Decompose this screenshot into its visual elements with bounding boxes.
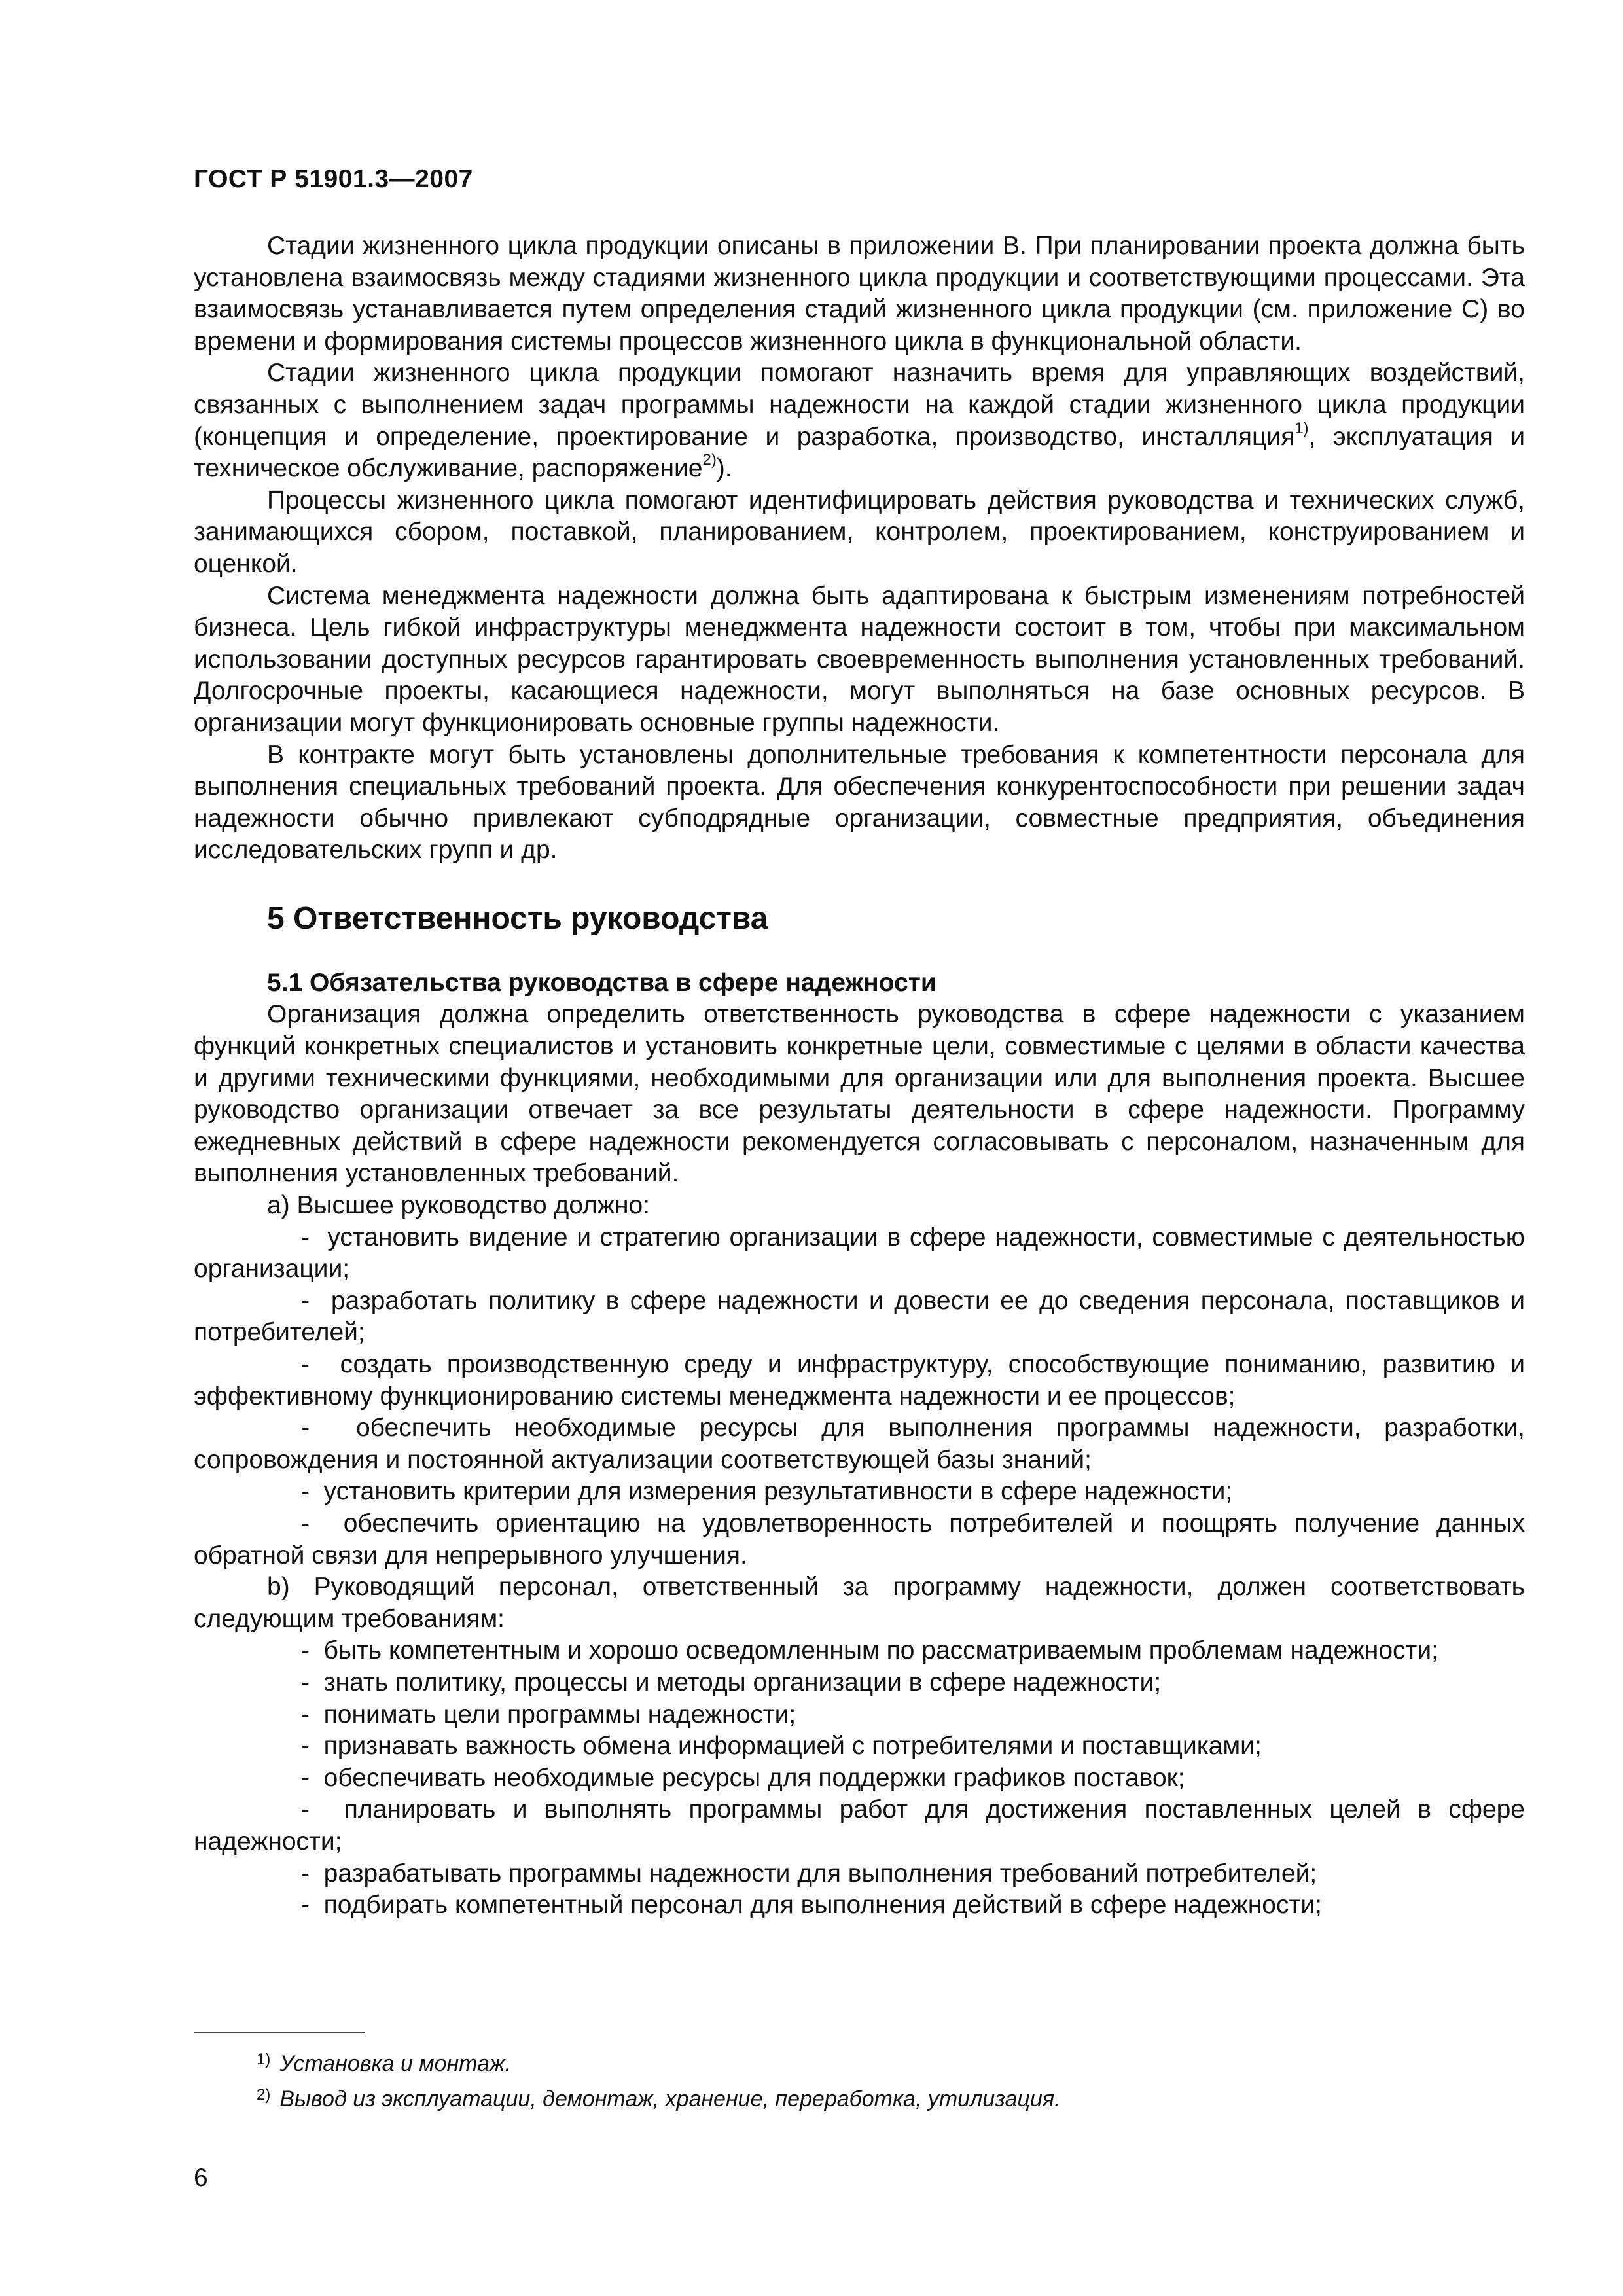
list-item: - быть компетентным и хорошо осведомленным по рассматриваемым проблемам надежности; xyxy=(194,1635,1525,1667)
footnote-2 xyxy=(257,2083,1500,2118)
footnote-mark-2: 2) xyxy=(257,2086,271,2104)
footnote-ref-1[interactable]: 1) xyxy=(1294,419,1309,437)
paragraph-5-1: Организация должна определить ответственность руководства в сфере надежности с указанием функций конкретных специалистов и установить конкретные цели, совместимые с целями в области качества и другими техническими функциями, необходимыми для организации или для выполнения проекта. Высшее руководство организации отвечает за все результаты деятельности в сфере надежности. Программу ежедневных действий в сфере надежности рекомендуется согласовывать с персоналом, назначенным для выполнения установленных требований. xyxy=(194,1000,1525,1188)
item-b-heading: b) Руководящий персонал, ответственный за программу надежности, должен соответствовать следующим требованиям: xyxy=(194,1573,1525,1633)
section-5-title: 5 Ответственность руководства xyxy=(267,901,768,936)
item-a-heading: а) Высшее руководство должно: xyxy=(267,1191,651,1220)
paragraph-stages-timing xyxy=(194,357,1525,484)
main-content xyxy=(194,230,1525,1922)
footnote-1 xyxy=(257,2047,1500,2083)
stages-text-2: , эксплуатация и техническое обслуживание, распоряжение xyxy=(194,422,1525,483)
footnote-divider xyxy=(194,2032,365,2033)
paragraph-lifecycle-processes: Процессы жизненного цикла помогают идентифицировать действия руководства и технических служб, занимающихся сбором, поставкой, планированием, контролем, проектированием, конструированием и оценкой. xyxy=(194,486,1525,578)
subsection-5-1-title: 5.1 Обязательства руководства в сфере надежности xyxy=(267,968,936,997)
list-item: - знать политику, процессы и методы организации в сфере надежности; xyxy=(194,1667,1525,1699)
footnotes xyxy=(257,2047,1500,2118)
list-item: - обеспечить ориентацию на удовлетворенность потребителей и поощрять получение данных обратной связи для непрерывного улучшения. xyxy=(194,1508,1525,1571)
list-item: - создать производственную среду и инфраструктуру, способствующие пониманию, развитию и эффективному функционированию системы менеджмента надежности и ее процессов; xyxy=(194,1349,1525,1412)
footnote-ref-2[interactable]: 2) xyxy=(702,451,717,469)
footnote-text-2: Вывод из эксплуатации, демонтаж, хранение, переработка, утилизация. xyxy=(279,2087,1061,2111)
stages-text-1: Стадии жизненного цикла продукции помогают назначить время для управляющих воздействий, связанных с выполнением задач программы надежности на каждой стадии жизненного цикла продукции (концепция и определение, проектирование и разработка, производство, инсталляция xyxy=(194,359,1525,451)
document-code-header: ГОСТ Р 51901.3—2007 xyxy=(194,165,473,193)
list-item: - подбирать компетентный персонал для выполнения действий в сфере надежности; xyxy=(194,1890,1525,1922)
paragraph-management-system: Система менеджмента надежности должна быть адаптирована к быстрым изменениям потребностей бизнеса. Цель гибкой инфраструктуры менеджмента надежности состоит в том, чтобы при максимальном использовании доступных ресурсов гарантировать своевременность выполнения установленных требований. Долгосрочные проекты, касающиеся надежности, могут выполняться на базе основных ресурсов. В организации могут функционировать основные группы надежности. xyxy=(194,581,1525,737)
list-item: - установить видение и стратегию организации в сфере надежности, совместимые с деятельностью организации; xyxy=(194,1222,1525,1285)
stages-text-3: ). xyxy=(716,454,732,483)
list-item: - установить критерии для измерения результативности в сфере надежности; xyxy=(194,1476,1525,1508)
paragraph-lifecycle-stages: Стадии жизненного цикла продукции описаны в приложении В. При планировании проекта должна быть установлена взаимосвязь между стадиями жизненного цикла продукции и соответствующими процессами. Эта взаимосвязь устанавливается путем определения стадий жизненного цикла продукции (см. приложение С) во времени и формирования системы процессов жизненного цикла в функциональной области. xyxy=(194,232,1525,355)
list-item: - обеспечивать необходимые ресурсы для поддержки графиков поставок; xyxy=(194,1763,1525,1795)
paragraph-contract: В контракте могут быть установлены дополнительные требования к компетентности персонала для выполнения специальных требований проекта. Для обеспечения конкурентоспособности при решении задач надежности обычно привлекают субподрядные организации, совместные предприятия, объединения исследовательских групп и др. xyxy=(194,740,1525,865)
page-number: 6 xyxy=(194,2164,208,2192)
list-item: - обеспечить необходимые ресурсы для выполнения программы надежности, разработки, сопровождения и постоянной актуализации соответствующей базы знаний; xyxy=(194,1412,1525,1476)
list-item: - разработать политику в сфере надежности и довести ее до сведения персонала, поставщиков и потребителей; xyxy=(194,1285,1525,1349)
footnote-text-1: Установка и монтаж. xyxy=(279,2051,511,2076)
list-item: - признавать важность обмена информацией с потребителями и поставщиками; xyxy=(194,1731,1525,1763)
list-item: - разрабатывать программы надежности для выполнения требований потребителей; xyxy=(194,1858,1525,1890)
footnote-mark-1: 1) xyxy=(257,2051,271,2068)
list-item: - планировать и выполнять программы работ для достижения поставленных целей в сфере надежности; xyxy=(194,1794,1525,1857)
list-item: - понимать цели программы надежности; xyxy=(194,1699,1525,1731)
